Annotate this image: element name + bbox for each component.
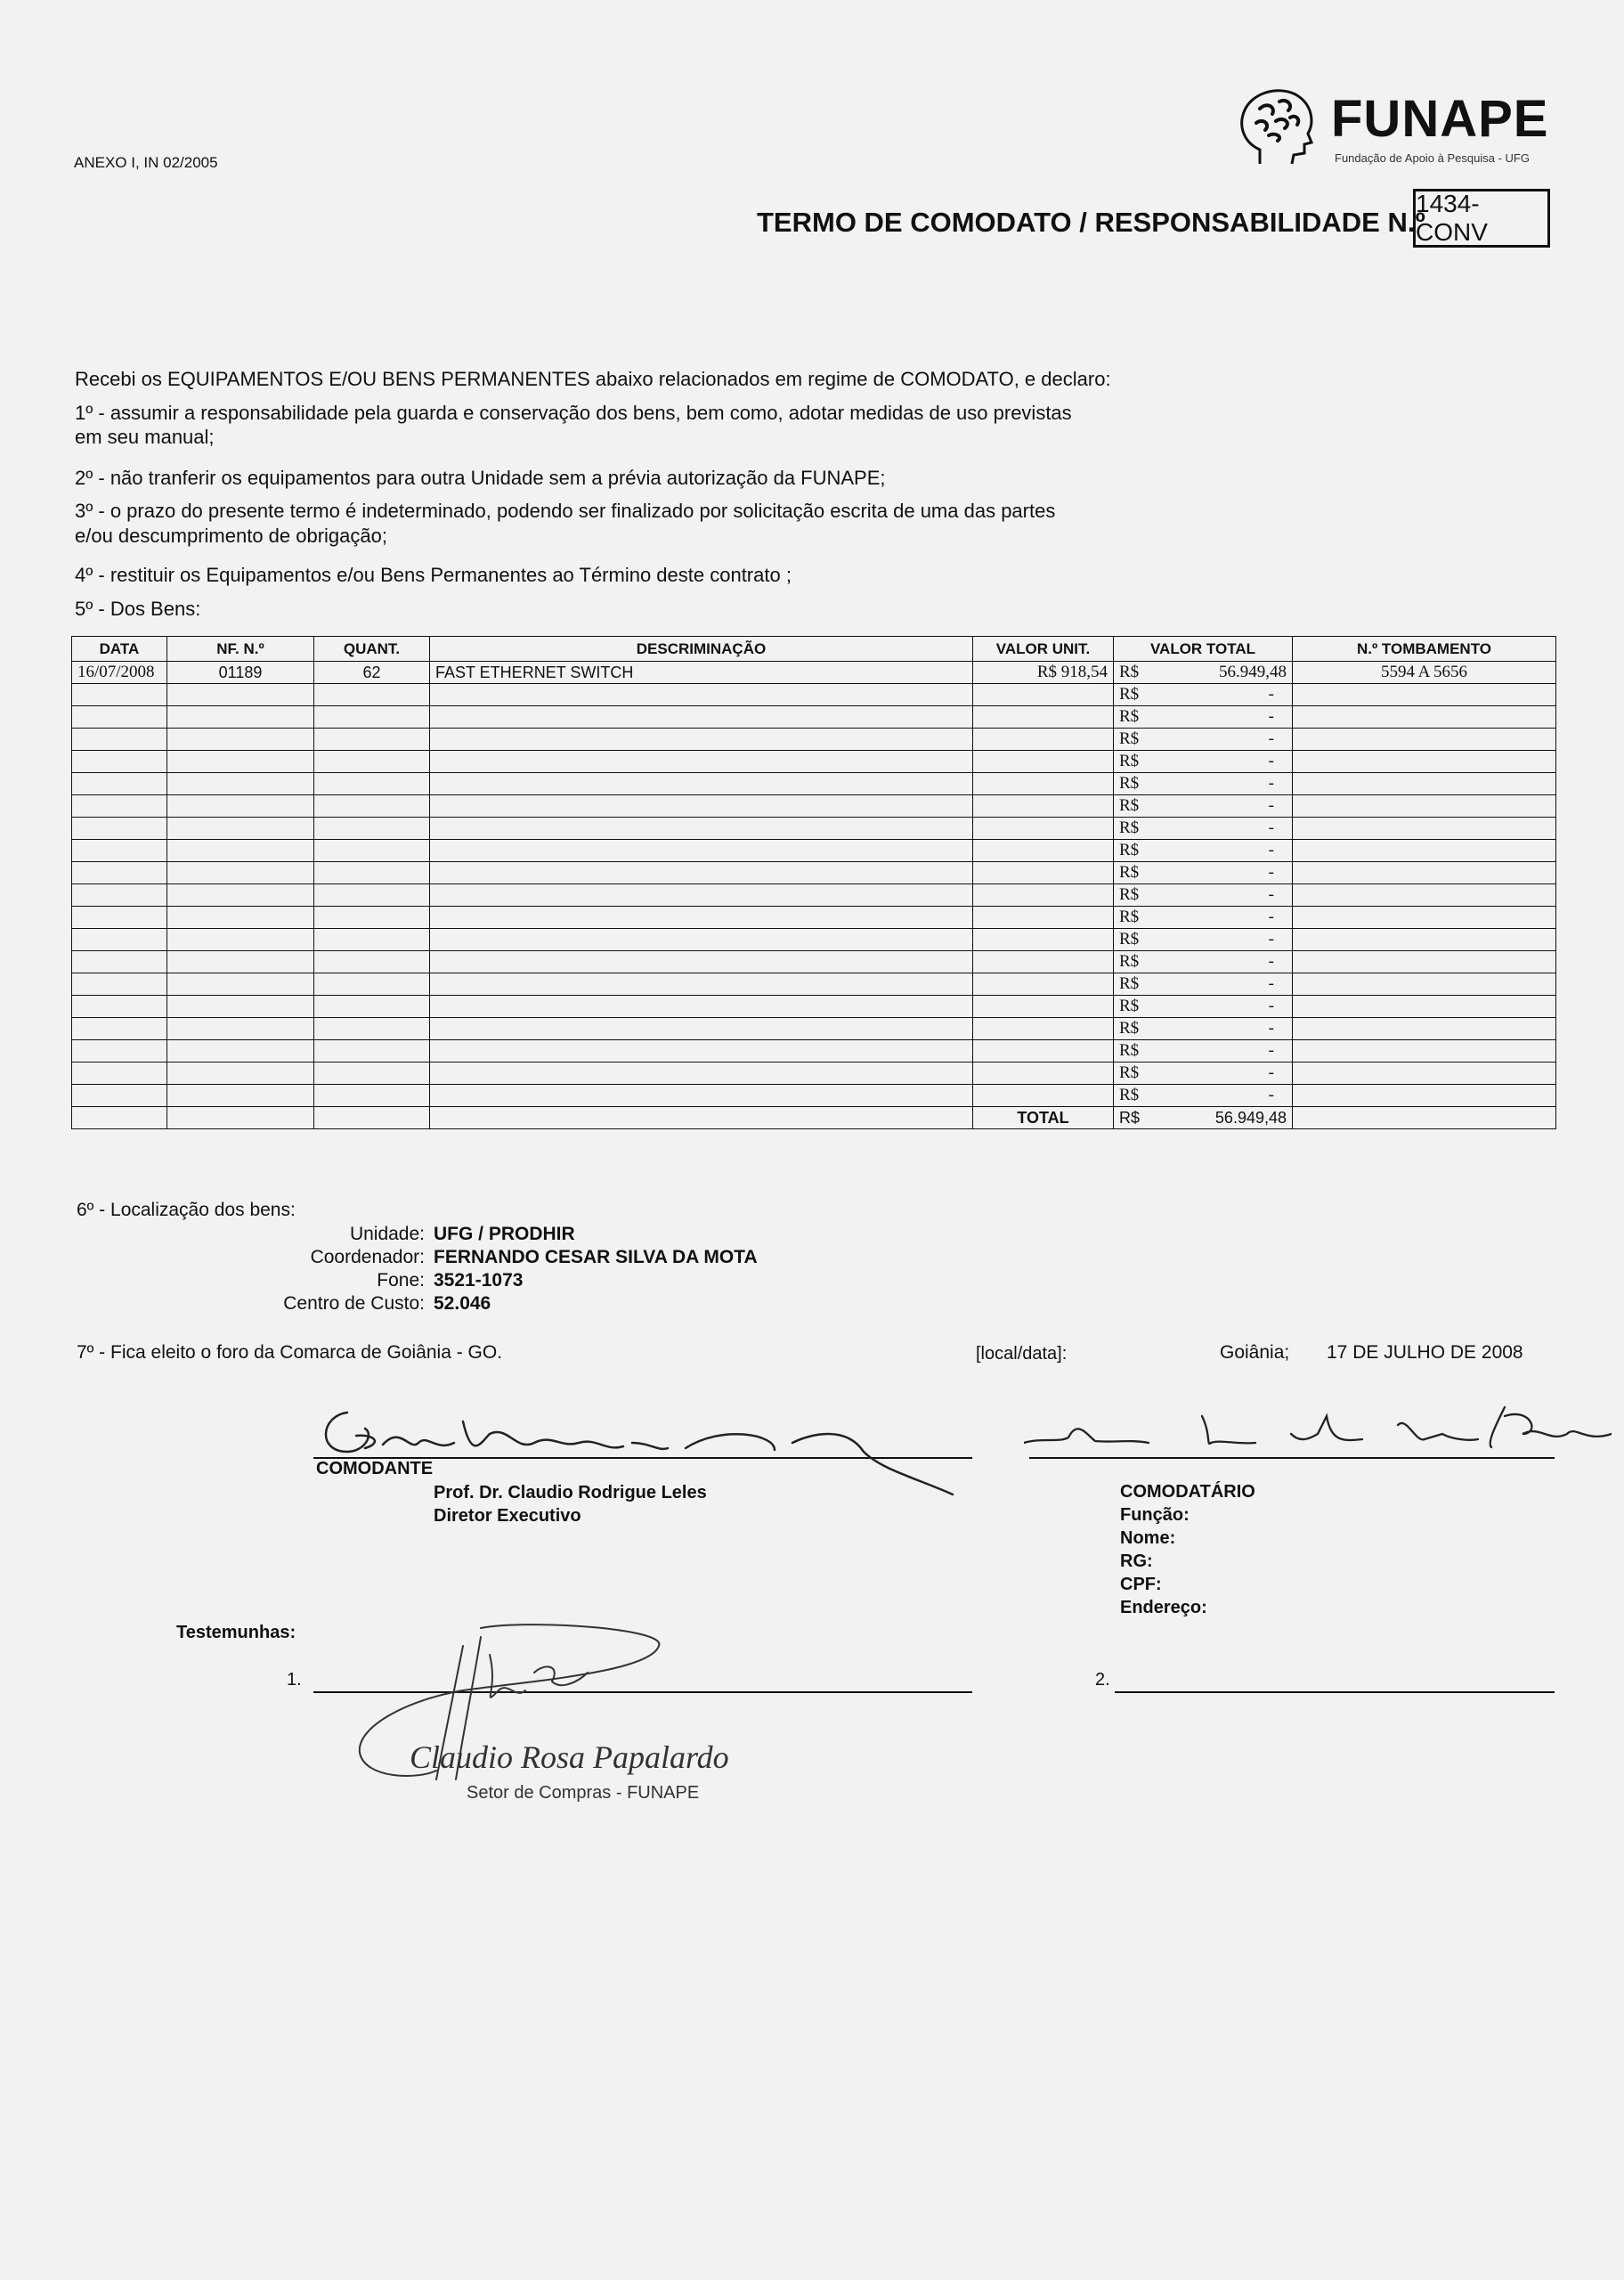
empty-amount: - xyxy=(1268,930,1274,949)
logo-brand-text: FUNAPE xyxy=(1331,90,1549,148)
table-cell xyxy=(1114,840,1293,862)
table-cell xyxy=(167,706,314,729)
table-header-row xyxy=(72,637,1556,662)
currency-symbol: R$ xyxy=(1119,1086,1140,1104)
table-cell xyxy=(430,973,973,996)
empty-amount: - xyxy=(1268,863,1274,882)
table-cell xyxy=(72,996,167,1018)
table-cell xyxy=(72,973,167,996)
currency-symbol: R$ xyxy=(1119,974,1140,993)
empty-amount: - xyxy=(1268,1019,1274,1038)
table-cell xyxy=(1114,907,1293,929)
witness-stamp-name: Claudio Rosa Papalardo xyxy=(410,1739,729,1775)
table-cell xyxy=(314,1018,430,1040)
coordenador-label: Coordenador: xyxy=(310,1247,425,1267)
empty-amount: - xyxy=(1268,796,1274,815)
rg-label: RG: xyxy=(1120,1551,1153,1571)
comodatario-signature-icon xyxy=(1024,1398,1612,1461)
clause-3-line-1: 3º - o prazo do presente termo é indeterminado, podendo ser finalizado por solicitação escrita de uma das partes xyxy=(75,500,1056,522)
table-row xyxy=(72,1040,1556,1063)
empty-amount: - xyxy=(1268,729,1274,748)
table-cell xyxy=(167,684,314,706)
table-cell xyxy=(973,1085,1114,1107)
cell-valor-unit: R$ 918,54 xyxy=(973,662,1114,684)
table-cell xyxy=(430,951,973,973)
table-cell xyxy=(167,818,314,840)
currency-symbol: R$ xyxy=(1119,774,1140,793)
table-cell xyxy=(430,884,973,907)
cidade-value: Goiânia; xyxy=(1220,1342,1290,1363)
table-cell xyxy=(973,973,1114,996)
table-row xyxy=(72,684,1556,706)
table-row xyxy=(72,884,1556,907)
table-cell xyxy=(1114,929,1293,951)
table-cell xyxy=(1293,951,1556,973)
empty-amount: - xyxy=(1268,841,1274,859)
table-row xyxy=(72,1018,1556,1040)
bens-table xyxy=(71,636,1556,1129)
table-cell xyxy=(973,862,1114,884)
currency-symbol: R$ xyxy=(1119,1041,1140,1060)
table-row xyxy=(72,907,1556,929)
table-cell xyxy=(167,1085,314,1107)
table-cell xyxy=(314,1107,430,1129)
table-cell xyxy=(314,1063,430,1085)
centro-custo-label: Centro de Custo: xyxy=(283,1293,425,1314)
table-row xyxy=(72,795,1556,818)
currency-symbol: R$ xyxy=(1119,908,1140,926)
empty-amount: - xyxy=(1268,774,1274,793)
table-cell xyxy=(314,951,430,973)
table-row xyxy=(72,996,1556,1018)
table-row xyxy=(72,706,1556,729)
clause-4: 4º - restituir os Equipamentos e/ou Bens Permanentes ao Término deste contrato ; xyxy=(75,564,792,586)
total-value-cell xyxy=(1114,1107,1293,1129)
table-cell xyxy=(1293,973,1556,996)
endereco-label: Endereço: xyxy=(1120,1598,1207,1617)
table-cell xyxy=(167,1018,314,1040)
table-cell xyxy=(72,1085,167,1107)
table-cell xyxy=(1114,773,1293,795)
table-cell xyxy=(973,684,1114,706)
table-cell xyxy=(1293,1107,1556,1129)
currency-symbol: R$ xyxy=(1119,707,1140,726)
currency-symbol: R$ xyxy=(1119,1019,1140,1038)
table-cell xyxy=(72,818,167,840)
table-cell xyxy=(1114,862,1293,884)
table-cell xyxy=(1114,795,1293,818)
currency-symbol: R$ xyxy=(1119,685,1140,704)
table-row xyxy=(72,862,1556,884)
table-cell xyxy=(1114,1018,1293,1040)
empty-amount: - xyxy=(1268,997,1274,1015)
table-cell xyxy=(1114,729,1293,751)
table-cell xyxy=(314,751,430,773)
data-value: 17 DE JULHO DE 2008 xyxy=(1327,1342,1523,1363)
table-cell xyxy=(314,795,430,818)
witness-stamp-role: Setor de Compras - FUNAPE xyxy=(467,1783,700,1803)
table-cell xyxy=(72,795,167,818)
testemunhas-label: Testemunhas: xyxy=(176,1623,296,1642)
nome-label: Nome: xyxy=(1120,1528,1176,1548)
coordenador-value: FERNANDO CESAR SILVA DA MOTA xyxy=(434,1247,758,1267)
table-cell xyxy=(314,729,430,751)
currency-symbol: R$ xyxy=(1119,930,1140,949)
empty-amount: - xyxy=(1268,1063,1274,1082)
total-amount: 56.949,48 xyxy=(1214,1108,1287,1127)
table-cell xyxy=(167,795,314,818)
table-cell xyxy=(973,773,1114,795)
table-cell xyxy=(1114,951,1293,973)
table-cell xyxy=(973,729,1114,751)
table-row xyxy=(72,840,1556,862)
table-cell xyxy=(314,773,430,795)
comodante-name: Prof. Dr. Claudio Rodrigue Leles xyxy=(434,1483,707,1502)
table-cell xyxy=(314,1085,430,1107)
local-data-label: [local/data]: xyxy=(976,1344,1068,1364)
table-cell xyxy=(72,773,167,795)
localizacao-title: 6º - Localização dos bens: xyxy=(77,1200,296,1220)
table-cell xyxy=(430,929,973,951)
table-cell xyxy=(430,706,973,729)
unidade-value: UFG / PRODHIR xyxy=(434,1224,575,1244)
table-cell xyxy=(430,996,973,1018)
witness-1-number: 1. xyxy=(287,1670,302,1690)
table-cell xyxy=(430,795,973,818)
empty-amount: - xyxy=(1268,1086,1274,1104)
table-cell xyxy=(167,729,314,751)
annex-reference: ANEXO I, IN 02/2005 xyxy=(74,154,218,171)
table-cell xyxy=(1114,706,1293,729)
currency-symbol: R$ xyxy=(1119,841,1140,859)
table-cell xyxy=(1293,706,1556,729)
table-cell xyxy=(314,818,430,840)
valor-total-amount: 56.949,48 xyxy=(1219,663,1287,681)
table-row xyxy=(72,929,1556,951)
table-cell xyxy=(430,1018,973,1040)
table-cell xyxy=(72,907,167,929)
table-cell xyxy=(430,907,973,929)
comodatario-label: COMODATÁRIO xyxy=(1120,1482,1255,1502)
table-cell xyxy=(973,907,1114,929)
clause-2: 2º - não tranferir os equipamentos para outra Unidade sem a prévia autorização da FUNAPE; xyxy=(75,467,886,489)
col-header-tombamento: N.º TOMBAMENTO xyxy=(1293,637,1556,662)
table-cell xyxy=(1114,818,1293,840)
comodante-role: Diretor Executivo xyxy=(434,1506,581,1526)
currency-symbol: R$ xyxy=(1119,863,1140,882)
table-cell xyxy=(1293,907,1556,929)
table-cell xyxy=(973,1018,1114,1040)
table-cell xyxy=(973,751,1114,773)
table-cell xyxy=(430,818,973,840)
col-header-descricao: DESCRIMINAÇÃO xyxy=(430,637,973,662)
empty-amount: - xyxy=(1268,685,1274,704)
table-cell xyxy=(1114,996,1293,1018)
fone-label: Fone: xyxy=(377,1270,425,1291)
table-cell xyxy=(72,1040,167,1063)
cell-nf: 01189 xyxy=(167,662,314,684)
brain-head-icon xyxy=(1233,82,1322,171)
table-cell xyxy=(1293,1040,1556,1063)
table-cell xyxy=(167,840,314,862)
table-cell xyxy=(1114,1063,1293,1085)
witness-2-signature-line xyxy=(1115,1691,1555,1693)
table-cell xyxy=(314,684,430,706)
table-row xyxy=(72,1063,1556,1085)
table-cell xyxy=(1114,973,1293,996)
table-cell xyxy=(72,684,167,706)
centro-custo-value: 52.046 xyxy=(434,1293,491,1314)
empty-amount: - xyxy=(1268,908,1274,926)
table-cell xyxy=(1293,751,1556,773)
fone-value: 3521-1073 xyxy=(434,1270,524,1291)
table-cell xyxy=(314,929,430,951)
table-cell xyxy=(72,1018,167,1040)
table-cell xyxy=(1293,729,1556,751)
table-cell xyxy=(167,884,314,907)
currency-symbol: R$ xyxy=(1119,885,1140,904)
currency-symbol: R$ xyxy=(1119,997,1140,1015)
col-header-quant: QUANT. xyxy=(314,637,430,662)
table-cell xyxy=(1114,1040,1293,1063)
logo-subtitle: Fundação de Apoio à Pesquisa - UFG xyxy=(1335,151,1530,165)
unidade-label: Unidade: xyxy=(349,1224,425,1244)
empty-amount: - xyxy=(1268,707,1274,726)
table-cell xyxy=(1293,1018,1556,1040)
table-cell xyxy=(1293,840,1556,862)
currency-symbol: R$ xyxy=(1119,729,1140,748)
table-cell xyxy=(314,840,430,862)
empty-amount: - xyxy=(1268,752,1274,770)
currency-symbol: R$ xyxy=(1119,1108,1141,1127)
comodante-label: COMODANTE xyxy=(316,1459,434,1478)
empty-amount: - xyxy=(1268,974,1274,993)
document-title: TERMO DE COMODATO / RESPONSABILIDADE N.º xyxy=(757,207,1425,238)
cell-tombamento: 5594 A 5656 xyxy=(1293,662,1556,684)
table-cell xyxy=(1114,684,1293,706)
table-cell xyxy=(72,706,167,729)
table-cell xyxy=(72,929,167,951)
table-cell xyxy=(1293,818,1556,840)
table-cell xyxy=(72,862,167,884)
empty-amount: - xyxy=(1268,818,1274,837)
col-header-valor-unit: VALOR UNIT. xyxy=(973,637,1114,662)
funcao-label: Função: xyxy=(1120,1505,1190,1525)
table-cell xyxy=(1293,795,1556,818)
cpf-label: CPF: xyxy=(1120,1575,1162,1594)
total-label: TOTAL xyxy=(973,1107,1114,1129)
empty-amount: - xyxy=(1268,885,1274,904)
table-cell xyxy=(1293,1063,1556,1085)
table-cell xyxy=(430,684,973,706)
table-row xyxy=(72,951,1556,973)
currency-symbol: R$ xyxy=(1119,1063,1140,1082)
table-cell xyxy=(314,862,430,884)
table-cell xyxy=(1293,684,1556,706)
funape-logo xyxy=(1233,82,1554,180)
clause-5: 5º - Dos Bens: xyxy=(75,598,201,620)
table-cell xyxy=(314,996,430,1018)
term-number-box: 1434-CONV xyxy=(1413,189,1550,248)
table-cell xyxy=(72,951,167,973)
table-cell xyxy=(1293,996,1556,1018)
table-cell xyxy=(314,1040,430,1063)
col-header-valor-total: VALOR TOTAL xyxy=(1114,637,1293,662)
table-cell xyxy=(1293,884,1556,907)
table-cell xyxy=(1114,751,1293,773)
table-cell xyxy=(72,1107,167,1129)
table-cell xyxy=(973,795,1114,818)
table-cell xyxy=(430,1063,973,1085)
currency-symbol: R$ xyxy=(1119,818,1140,837)
table-cell xyxy=(167,1107,314,1129)
table-cell xyxy=(72,751,167,773)
table-row xyxy=(72,818,1556,840)
clause-1-line-2: em seu manual; xyxy=(75,426,215,448)
table-cell xyxy=(1293,862,1556,884)
col-header-nf: NF. N.º xyxy=(167,637,314,662)
table-cell xyxy=(973,884,1114,907)
empty-amount: - xyxy=(1268,952,1274,971)
table-row xyxy=(72,773,1556,795)
table-cell xyxy=(430,1107,973,1129)
table-cell xyxy=(167,862,314,884)
cell-valor-total xyxy=(1114,662,1293,684)
table-cell xyxy=(1293,773,1556,795)
table-cell xyxy=(72,1063,167,1085)
table-cell xyxy=(167,929,314,951)
table-cell xyxy=(72,884,167,907)
cell-data: 16/07/2008 xyxy=(72,662,167,684)
table-cell xyxy=(314,907,430,929)
table-cell xyxy=(430,751,973,773)
table-cell xyxy=(1293,1085,1556,1107)
table-cell xyxy=(973,818,1114,840)
currency-symbol: R$ xyxy=(1119,663,1140,681)
table-cell xyxy=(973,1040,1114,1063)
table-cell xyxy=(973,996,1114,1018)
table-cell xyxy=(430,1085,973,1107)
table-cell xyxy=(167,951,314,973)
table-cell xyxy=(167,1040,314,1063)
table-row xyxy=(72,1085,1556,1107)
table-cell xyxy=(1114,1085,1293,1107)
table-cell xyxy=(430,840,973,862)
table-cell xyxy=(167,973,314,996)
table-cell xyxy=(430,1040,973,1063)
table-cell xyxy=(314,706,430,729)
currency-symbol: R$ xyxy=(1119,796,1140,815)
table-cell xyxy=(72,840,167,862)
currency-symbol: R$ xyxy=(1119,752,1140,770)
table-cell xyxy=(973,840,1114,862)
table-cell xyxy=(973,929,1114,951)
clause-1-line-1: 1º - assumir a responsabilidade pela guarda e conservação dos bens, bem como, adotar medidas de uso previstas xyxy=(75,402,1072,424)
col-header-data: DATA xyxy=(72,637,167,662)
table-cell xyxy=(72,729,167,751)
table-cell xyxy=(167,1063,314,1085)
table-row xyxy=(72,973,1556,996)
table-cell xyxy=(430,862,973,884)
cell-descricao: FAST ETHERNET SWITCH xyxy=(430,662,973,684)
table-cell xyxy=(430,773,973,795)
total-row xyxy=(72,1107,1556,1129)
table-cell xyxy=(973,706,1114,729)
table-cell xyxy=(167,751,314,773)
table-cell xyxy=(314,973,430,996)
table-row xyxy=(72,751,1556,773)
table-row xyxy=(72,662,1556,684)
empty-amount: - xyxy=(1268,1041,1274,1060)
foro-clause: 7º - Fica eleito o foro da Comarca de Goiânia - GO. xyxy=(77,1342,503,1363)
clause-3-line-2: e/ou descumprimento de obrigação; xyxy=(75,525,387,547)
currency-symbol: R$ xyxy=(1119,952,1140,971)
intro-paragraph: Recebi os EQUIPAMENTOS E/OU BENS PERMANENTES abaixo relacionados em regime de COMODATO, e declaro: xyxy=(75,368,1111,390)
table-cell xyxy=(167,996,314,1018)
table-cell xyxy=(314,884,430,907)
table-cell xyxy=(973,1063,1114,1085)
table-cell xyxy=(1293,929,1556,951)
cell-quant: 62 xyxy=(314,662,430,684)
table-row xyxy=(72,729,1556,751)
table-cell xyxy=(167,773,314,795)
witness-2-number: 2. xyxy=(1095,1670,1110,1690)
table-cell xyxy=(1114,884,1293,907)
table-cell xyxy=(167,907,314,929)
table-cell xyxy=(430,729,973,751)
table-cell xyxy=(973,951,1114,973)
